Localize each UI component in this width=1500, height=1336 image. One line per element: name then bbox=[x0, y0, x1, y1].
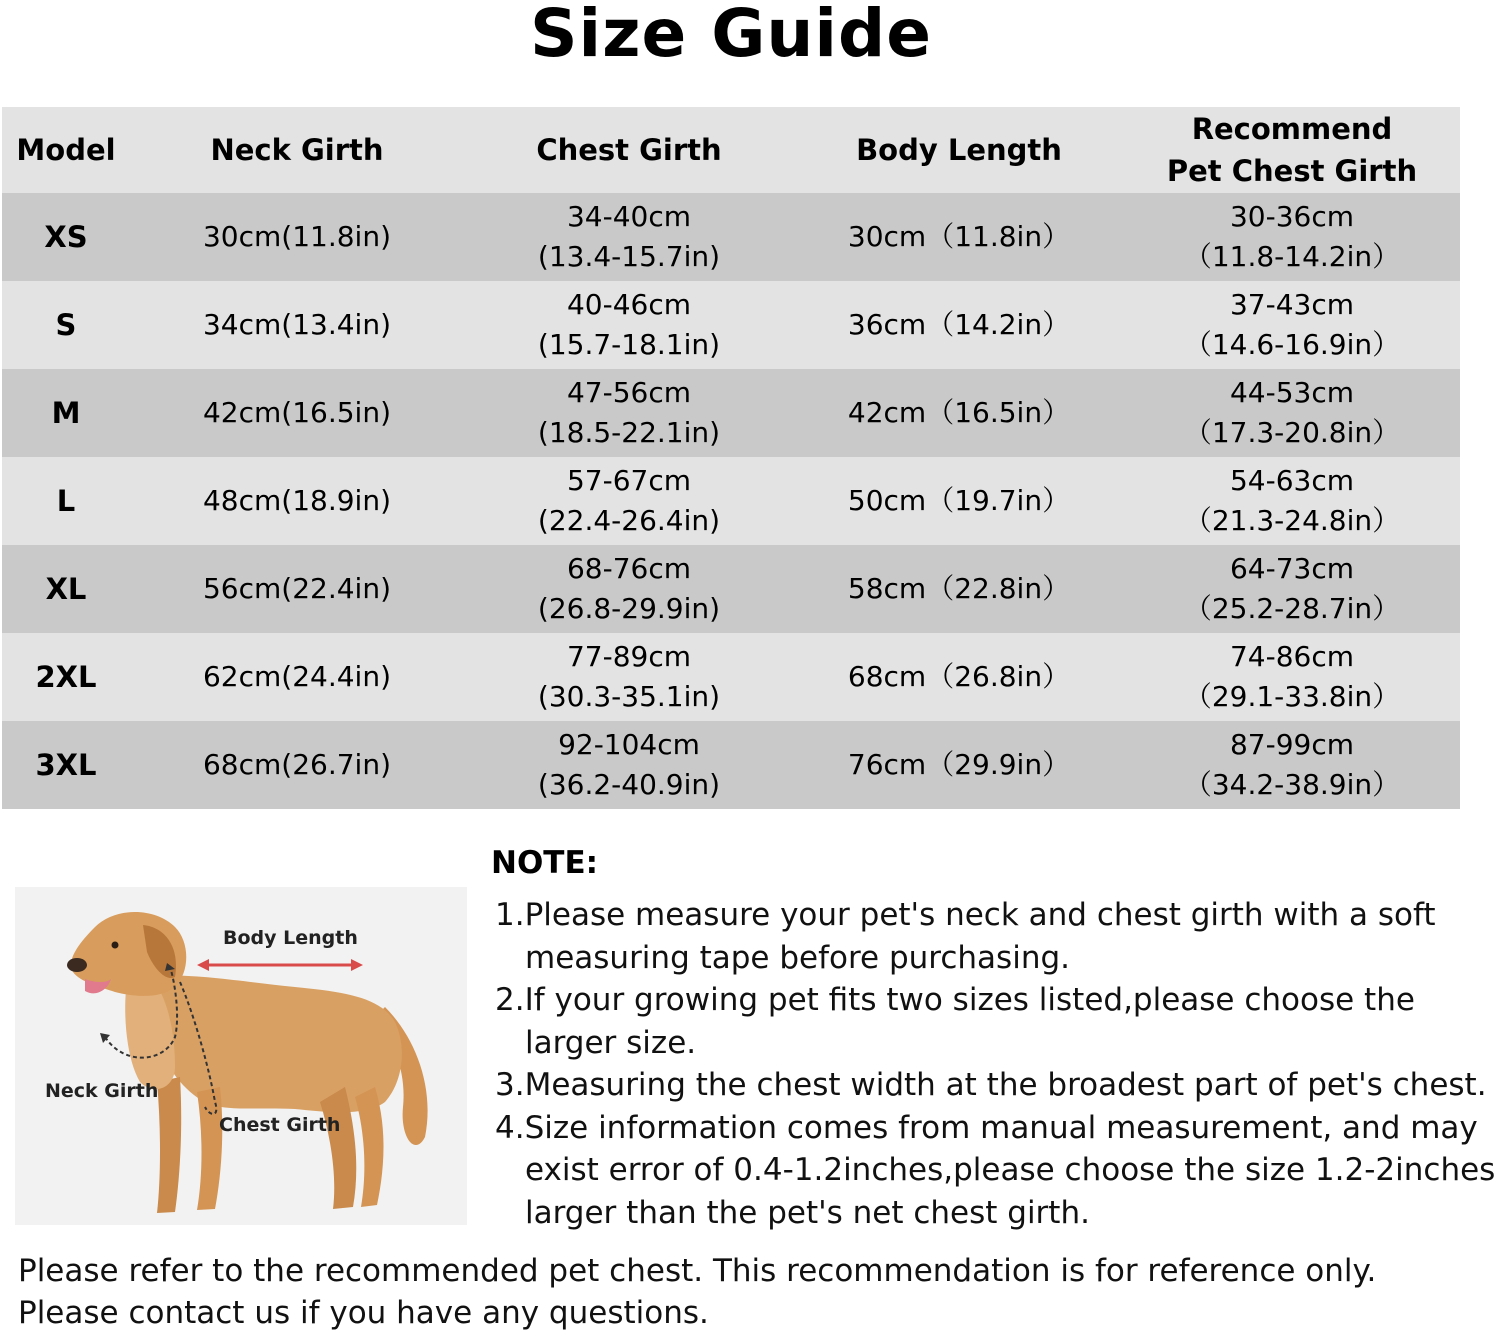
cell-chest-cm: 34-40cm bbox=[566, 200, 692, 233]
table-row bbox=[2, 369, 1460, 457]
note-item: 4.Size information comes from manual measurement, and may exist error of 0.4-1.2inches,please choose the size 1.2-2inches larger than the pet's net chest girth. bbox=[495, 1109, 1496, 1231]
cell-rec-in: （21.3-24.8in） bbox=[1183, 504, 1401, 537]
cell-chest-in: (26.8-29.9in) bbox=[537, 592, 721, 625]
cell-recommend bbox=[1124, 193, 1460, 281]
cell-body: 36cm（14.2in） bbox=[794, 281, 1124, 369]
cell-rec-cm: 44-53cm bbox=[1229, 376, 1355, 409]
footer-text bbox=[18, 1250, 1488, 1334]
cell-chest-in: (15.7-18.1in) bbox=[537, 328, 721, 361]
cell-chest-cm: 40-46cm bbox=[566, 288, 692, 321]
cell-rec-in: （34.2-38.9in） bbox=[1183, 768, 1401, 801]
table-row bbox=[2, 193, 1460, 281]
cell-chest-in: (30.3-35.1in) bbox=[537, 680, 721, 713]
cell-rec-in: （17.3-20.8in） bbox=[1183, 416, 1401, 449]
cell-model: L bbox=[2, 457, 130, 545]
cell-recommend bbox=[1124, 369, 1460, 457]
cell-recommend bbox=[1124, 457, 1460, 545]
dog-measurement-diagram bbox=[15, 887, 467, 1225]
cell-model: S bbox=[2, 281, 130, 369]
table-row bbox=[2, 545, 1460, 633]
note-list bbox=[495, 894, 1500, 1234]
cell-chest-cm: 77-89cm bbox=[566, 640, 692, 673]
cell-rec-in: （14.6-16.9in） bbox=[1183, 328, 1401, 361]
cell-chest-cm: 68-76cm bbox=[566, 552, 692, 585]
header-model: Model bbox=[2, 107, 130, 193]
header-recommend-line1: Recommend bbox=[1191, 112, 1393, 146]
cell-rec-in: （29.1-33.8in） bbox=[1183, 680, 1401, 713]
cell-chest bbox=[464, 457, 794, 545]
cell-body: 68cm（26.8in） bbox=[794, 633, 1124, 721]
table-header-row bbox=[2, 107, 1460, 193]
table-row bbox=[2, 457, 1460, 545]
cell-model: XL bbox=[2, 545, 130, 633]
cell-rec-cm: 54-63cm bbox=[1229, 464, 1355, 497]
header-body-length: Body Length bbox=[794, 107, 1124, 193]
header-chest-girth: Chest Girth bbox=[464, 107, 794, 193]
cell-rec-cm: 30-36cm bbox=[1229, 200, 1355, 233]
cell-rec-cm: 87-99cm bbox=[1229, 728, 1355, 761]
cell-body: 42cm（16.5in） bbox=[794, 369, 1124, 457]
cell-neck: 48cm(18.9in) bbox=[130, 457, 464, 545]
diagram-label-neck-girth: Neck Girth bbox=[45, 1080, 159, 1102]
note-item: 3.Measuring the chest width at the broadest part of pet's chest. bbox=[495, 1067, 1487, 1103]
cell-chest-in: (36.2-40.9in) bbox=[537, 768, 721, 801]
cell-rec-cm: 74-86cm bbox=[1229, 640, 1355, 673]
cell-rec-cm: 37-43cm bbox=[1229, 288, 1355, 321]
cell-chest bbox=[464, 193, 794, 281]
note-title: NOTE: bbox=[491, 845, 599, 881]
cell-chest-in: (13.4-15.7in) bbox=[537, 240, 721, 273]
size-table bbox=[2, 107, 1460, 809]
table-row bbox=[2, 721, 1460, 809]
cell-rec-in: （11.8-14.2in） bbox=[1183, 240, 1401, 273]
cell-body: 30cm（11.8in） bbox=[794, 193, 1124, 281]
cell-chest bbox=[464, 633, 794, 721]
cell-neck: 42cm(16.5in) bbox=[130, 369, 464, 457]
cell-recommend bbox=[1124, 633, 1460, 721]
table-row bbox=[2, 633, 1460, 721]
cell-chest bbox=[464, 721, 794, 809]
diagram-label-chest-girth: Chest Girth bbox=[219, 1114, 341, 1136]
cell-chest-in: (18.5-22.1in) bbox=[537, 416, 721, 449]
cell-model: 2XL bbox=[2, 633, 130, 721]
header-neck-girth: Neck Girth bbox=[130, 107, 464, 193]
cell-neck: 56cm(22.4in) bbox=[130, 545, 464, 633]
cell-chest bbox=[464, 281, 794, 369]
cell-chest-cm: 92-104cm bbox=[558, 728, 700, 761]
cell-body: 76cm（29.9in） bbox=[794, 721, 1124, 809]
cell-chest-in: (22.4-26.4in) bbox=[537, 504, 721, 537]
cell-neck: 34cm(13.4in) bbox=[130, 281, 464, 369]
cell-recommend bbox=[1124, 721, 1460, 809]
cell-rec-in: （25.2-28.7in） bbox=[1183, 592, 1401, 625]
cell-model: M bbox=[2, 369, 130, 457]
cell-neck: 30cm(11.8in) bbox=[130, 193, 464, 281]
cell-chest-cm: 57-67cm bbox=[566, 464, 692, 497]
cell-chest bbox=[464, 369, 794, 457]
cell-recommend bbox=[1124, 281, 1460, 369]
diagram-label-body-length: Body Length bbox=[223, 927, 358, 949]
cell-body: 50cm（19.7in） bbox=[794, 457, 1124, 545]
header-recommend bbox=[1124, 107, 1460, 193]
page-title: Size Guide bbox=[529, 0, 933, 72]
cell-recommend bbox=[1124, 545, 1460, 633]
table-row bbox=[2, 281, 1460, 369]
cell-rec-cm: 64-73cm bbox=[1229, 552, 1355, 585]
cell-chest bbox=[464, 545, 794, 633]
cell-model: XS bbox=[2, 193, 130, 281]
cell-neck: 68cm(26.7in) bbox=[130, 721, 464, 809]
footer-line-2: Please contact us if you have any questions. bbox=[18, 1295, 709, 1331]
cell-body: 58cm（22.8in） bbox=[794, 545, 1124, 633]
note-item: 2.If your growing pet fits two sizes listed,please choose the larger size. bbox=[495, 982, 1415, 1061]
cell-model: 3XL bbox=[2, 721, 130, 809]
note-item: 1.Please measure your pet's neck and chest girth with a soft measuring tape before purchasing. bbox=[495, 897, 1436, 976]
footer-line-1: Please refer to the recommended pet chest. This recommendation is for reference only. bbox=[18, 1253, 1377, 1289]
cell-chest-cm: 47-56cm bbox=[566, 376, 692, 409]
cell-neck: 62cm(24.4in) bbox=[130, 633, 464, 721]
header-recommend-line2: Pet Chest Girth bbox=[1166, 154, 1418, 188]
